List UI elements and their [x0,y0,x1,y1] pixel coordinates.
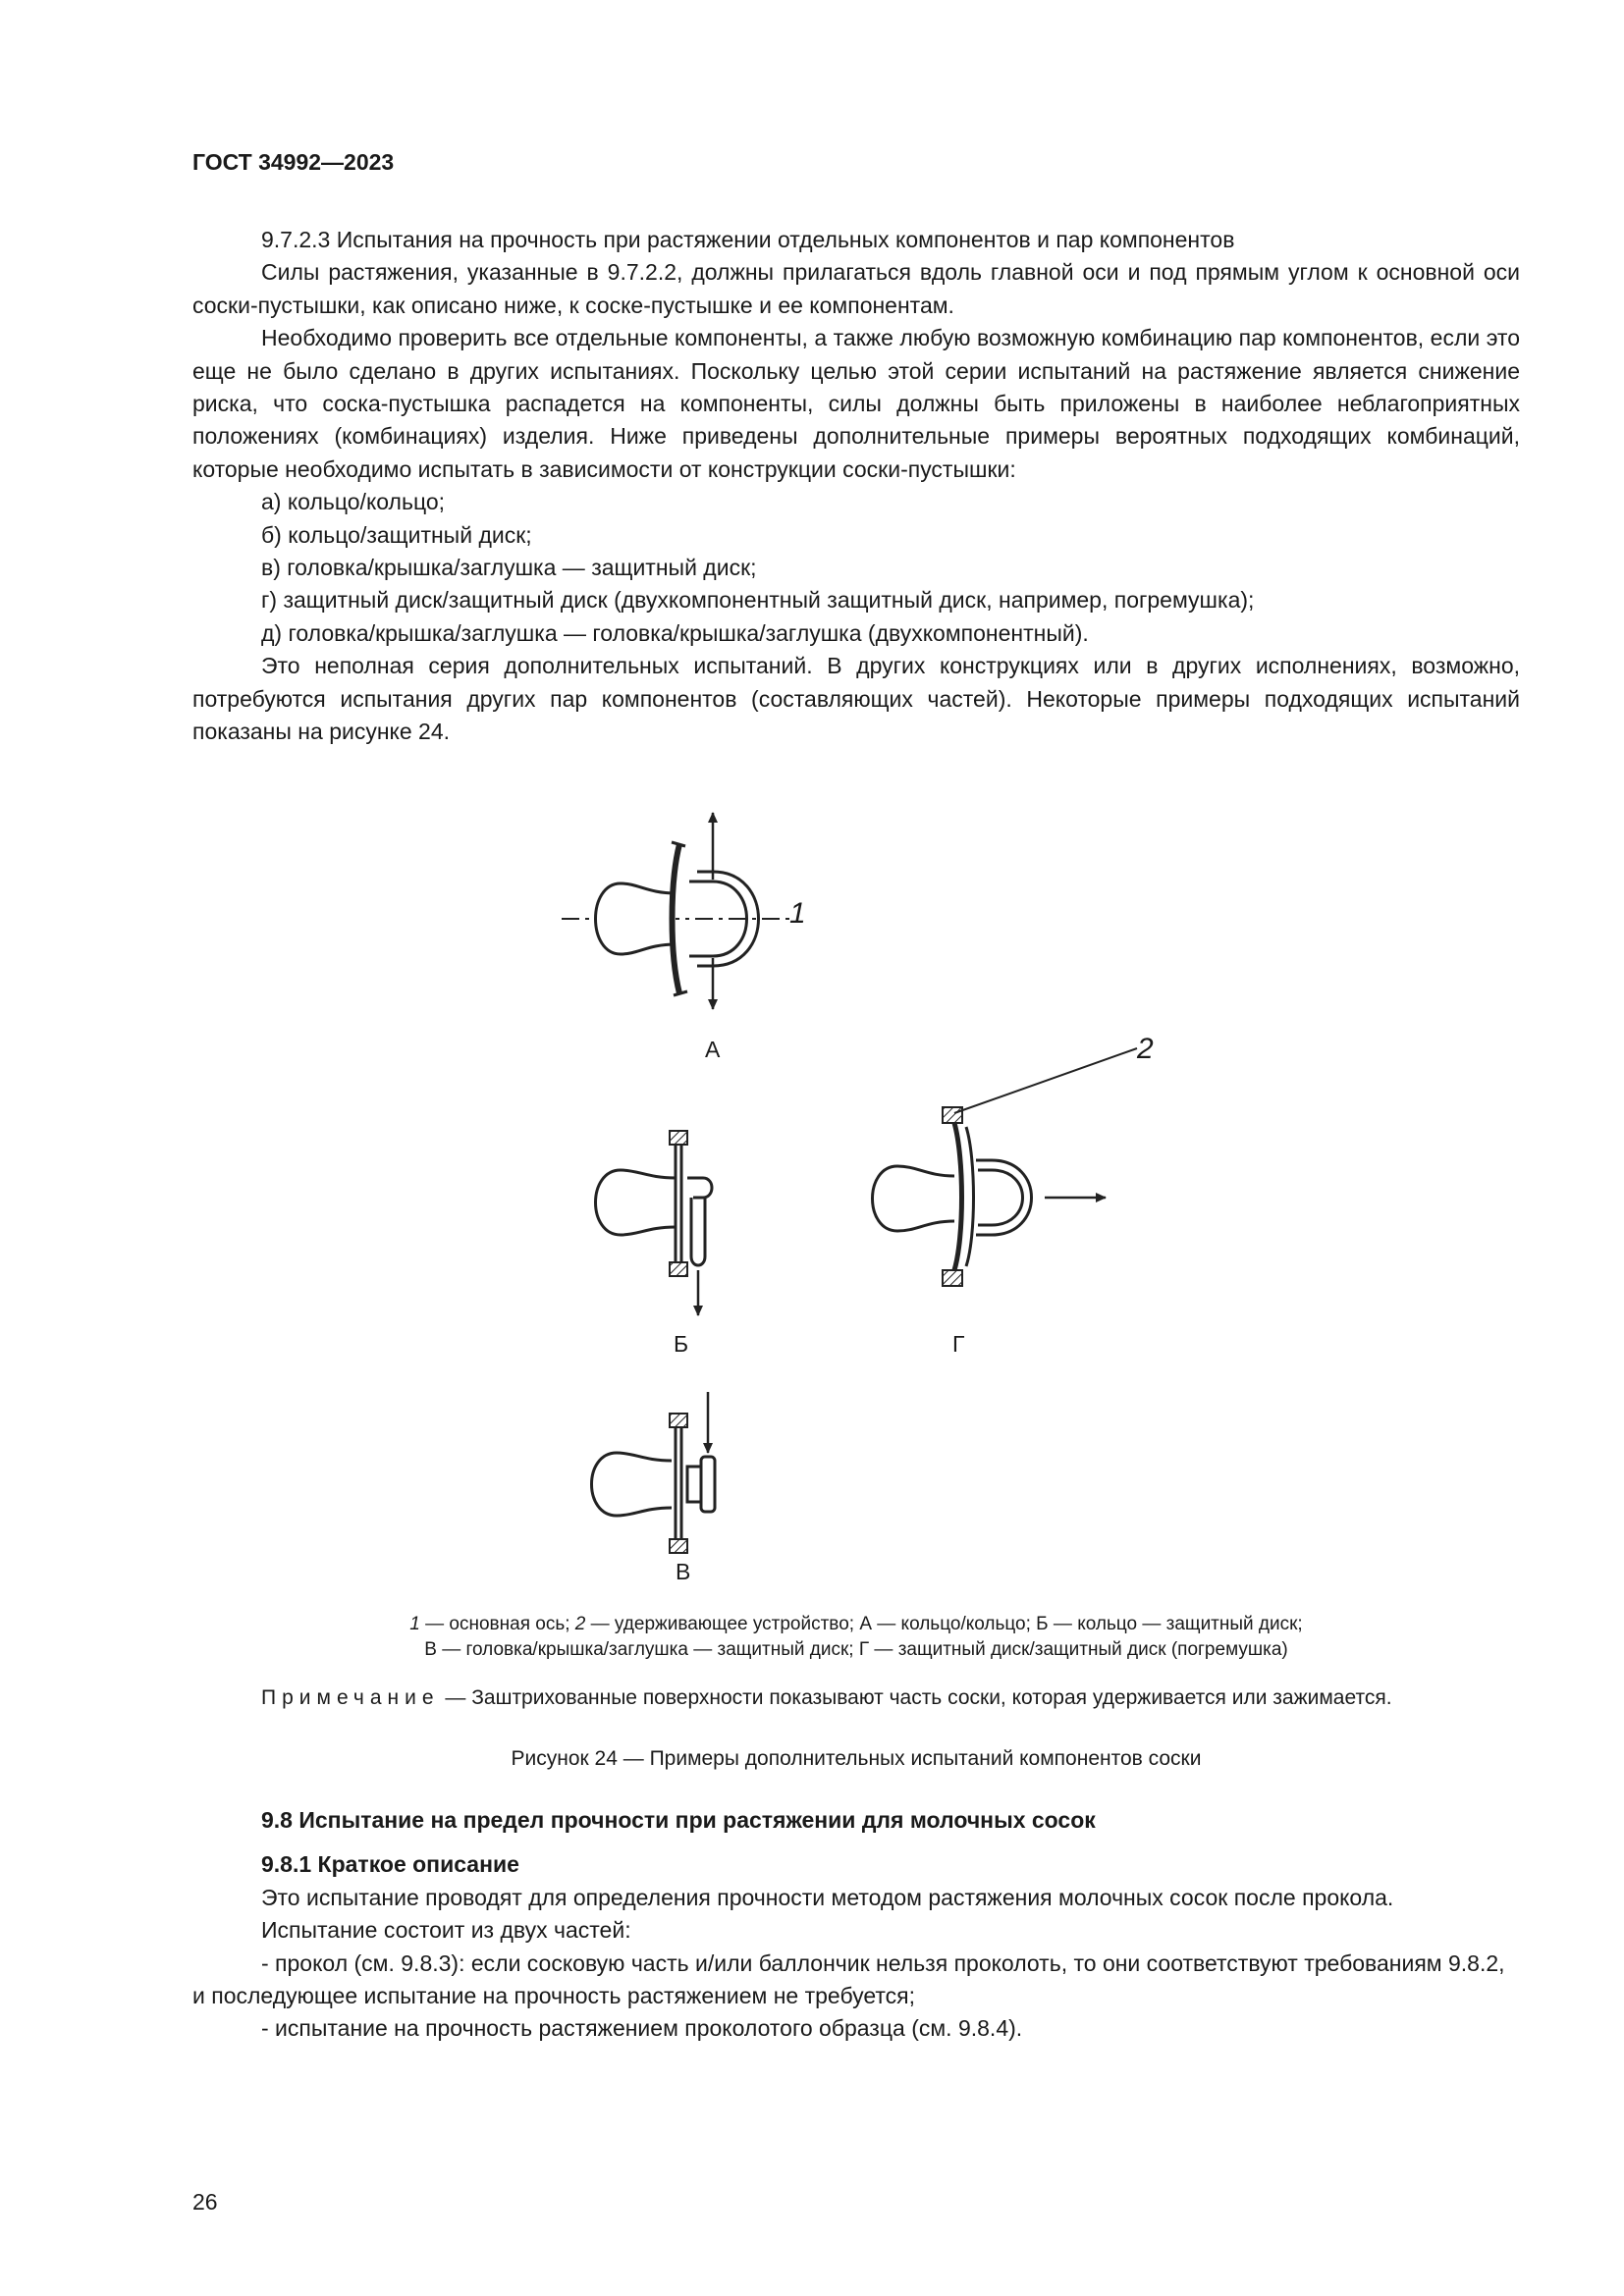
paragraph: Это испытание проводят для определения прочности методом растяжения молочных сосок после прокола. [261,1884,1394,1910]
figure-label-g: Г [952,1331,965,1357]
paragraph: - испытание на прочность растяжением проколотого образца (см. 9.8.4). [261,2015,1023,2042]
list-item: а) кольцо/кольцо; [261,489,446,515]
list-item: б) кольцо/защитный диск; [261,521,532,548]
paragraph-9-7-2-3-title: 9.7.2.3 Испытания на прочность при растяжении отдельных компонентов и пар компонентов [261,227,1235,252]
figure-label-a: А [705,1037,721,1062]
legend-text: — удерживающее устройство; А — кольцо/кольцо; Б — кольцо — защитный диск; [585,1614,1303,1634]
pacifier-a [562,813,793,1009]
document-header: ГОСТ 34992—2023 [192,149,395,175]
figure-note [192,1682,1520,1713]
pacifier-g [873,1048,1138,1286]
list-item: д) головка/крышка/заглушка — головка/крышка/заглушка (двухкомпонентный). [261,619,1089,646]
list-item: г) защитный диск/защитный диск (двухкомпонентный защитный диск, например, погремушка); [261,587,1255,614]
figure-legend [192,1612,1520,1663]
pacifier-v [592,1392,716,1553]
legend-num-1: 1 [409,1614,420,1634]
callout-2: 2 [1137,1033,1154,1065]
figure-drawing [0,785,1624,1600]
figure-label-b: Б [674,1331,689,1357]
legend-num-2: 2 [574,1614,586,1634]
list-item: в) головка/крышка/заглушка — защитный диск; [261,555,757,581]
figure-label-v: В [676,1559,691,1584]
pacifier-b [596,1131,713,1315]
legend-line-1 [192,1612,1520,1637]
paragraph: Испытание состоит из двух частей: [261,1917,631,1944]
section-9-8 [192,1804,1520,2046]
paragraph: Необходимо проверить все отдельные компоненты, а также любую возможную комбинацию пар компонентов, если это еще не было сделано в других испытаниях. Поскольку целью этой серии испытаний на растяжение является снижение риска, что соска-пустышка распадется на компоненты, силы должны быть приложены в наиболее неблагоприятных положениях (комбинациях) изделия. Ниже приведены дополнительные примеры вероятных подходящих комбинаций, которые необходимо испытать в зависимости от конструкции соски-пустышки: [192,325,1520,482]
subsection-heading: 9.8.1 Краткое описание [261,1851,519,1878]
legend-line-2: В — головка/крышка/заглушка — защитный диск; Г — защитный диск/защитный диск (погремушка) [424,1639,1288,1660]
paragraph: Силы растяжения, указанные в 9.7.2.2, должны прилагаться вдоль главной оси и под прямым углом к основной оси соски-пустышки, как описано ниже, к соске-пустышке и ее компонентам. [192,259,1520,318]
figure-24 [0,785,1624,1600]
figure-caption: Рисунок 24 — Примеры дополнительных испытаний компонентов соски [511,1747,1202,1770]
paragraph: - прокол (см. 9.8.3): если сосковую часть и/или баллончик нельзя проколоть, то они соответствуют требованиям 9.8.2, и последующее испытание на прочность растяжением не требуется; [192,1949,1505,2009]
note-text: — Заштрихованные поверхности показывают часть соски, которая удерживается или зажимается. [439,1686,1392,1709]
body-text [192,224,1520,749]
paragraph: Это неполная серия дополнительных испытаний. В других конструкциях или в других исполнениях, возможно, потребуются испытания других пар компонентов (составляющих частей). Некоторые примеры подходящих испытаний показаны на рисунке 24. [192,653,1520,745]
section-heading: 9.8 Испытание на предел прочности при растяжении для молочных сосок [261,1807,1096,1833]
note-heading: Примечание [261,1686,440,1709]
legend-text: — основная ось; [419,1614,575,1634]
page-number: 26 [192,2189,218,2215]
callout-1: 1 [789,897,806,930]
